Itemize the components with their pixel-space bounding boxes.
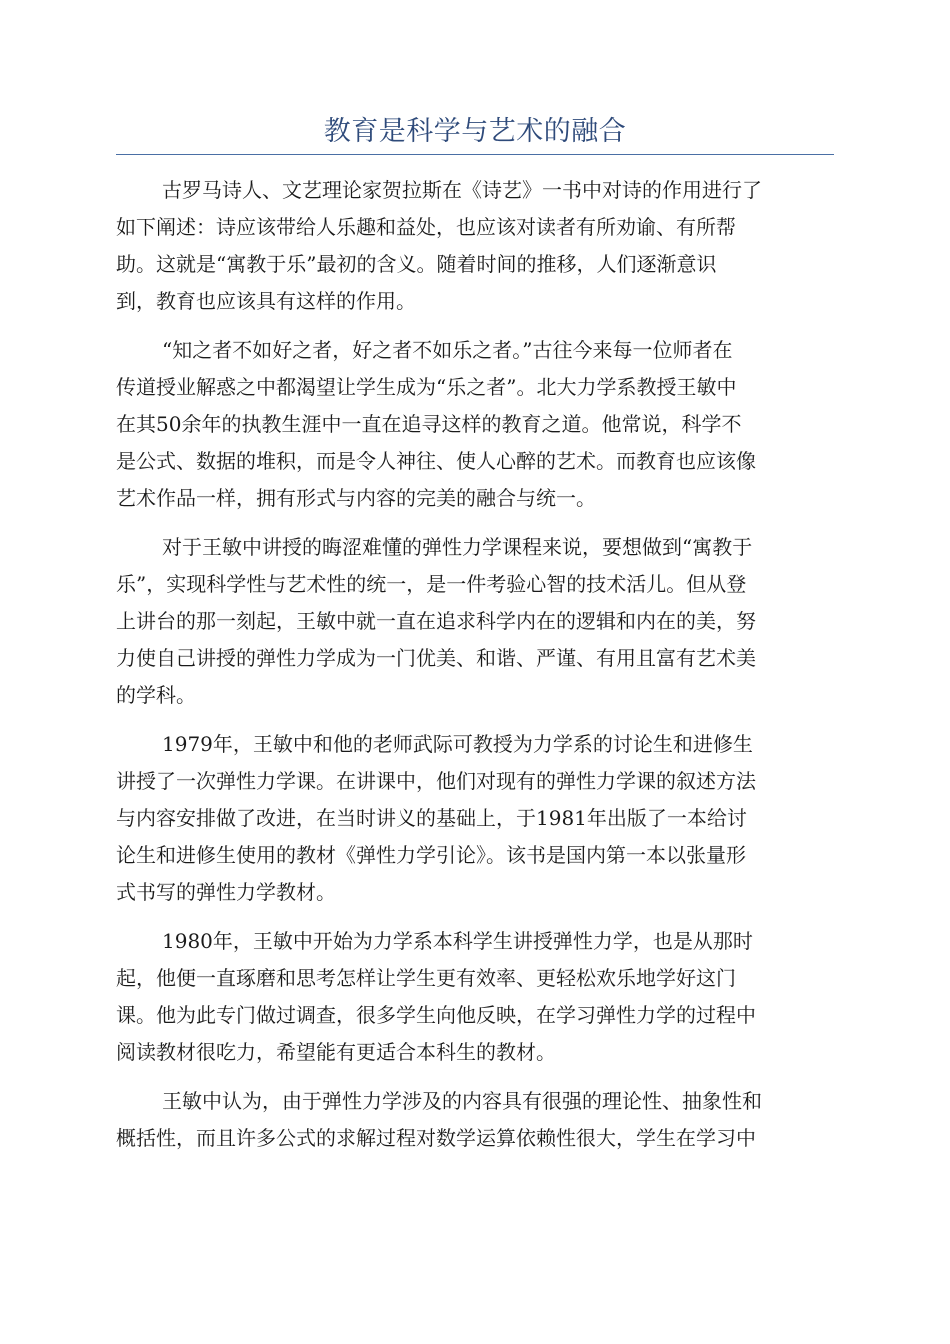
paragraph <box>116 923 834 1071</box>
paragraph-line: 1979年，王敏中和他的老师武际可教授为力学系的讨论生和进修生 <box>162 732 753 756</box>
paragraph-line: 在其50余年的执教生涯中一直在追寻这样的教育之道。他常说，科学不 <box>116 412 742 436</box>
paragraph-line: 起，他便一直琢磨和思考怎样让学生更有效率、更轻松欢乐地学好这门 <box>116 966 736 990</box>
paragraph-line: 式书写的弹性力学教材。 <box>116 880 336 904</box>
paragraph-line: 如下阐述：诗应该带给人乐趣和益处，也应该对读者有所劝谕、有所帮 <box>116 215 736 239</box>
paragraph-line: 力使自己讲授的弹性力学成为一门优美、和谐、严谨、有用且富有艺术美 <box>116 646 756 670</box>
paragraph-line: 古罗马诗人、文艺理论家贺拉斯在《诗艺》一书中对诗的作用进行了 <box>162 178 762 202</box>
paragraph <box>116 529 834 714</box>
paragraph-line: 传道授业解惑之中都渴望让学生成为“乐之者”。北大力学系教授王敏中 <box>116 375 737 399</box>
paragraph-line: 讲授了一次弹性力学课。在讲课中，他们对现有的弹性力学课的叙述方法 <box>116 769 756 793</box>
paragraph-line: 助。这就是“寓教于乐”最初的含义。随着时间的推移，人们逐渐意识 <box>116 252 717 276</box>
paragraph-line: 艺术作品一样，拥有形式与内容的完美的融合与统一。 <box>116 486 596 510</box>
paragraph-line: 到，教育也应该具有这样的作用。 <box>116 289 416 313</box>
paragraph-line: 王敏中认为，由于弹性力学涉及的内容具有很强的理论性、抽象性和 <box>162 1089 762 1113</box>
paragraph <box>116 1083 834 1157</box>
paragraph-line: 1980年，王敏中开始为力学系本科学生讲授弹性力学，也是从那时 <box>162 929 753 953</box>
paragraph-line: 乐”，实现科学性与艺术性的统一，是一件考验心智的技术活儿。但从登 <box>116 572 747 596</box>
paragraph <box>116 172 834 320</box>
paragraph-line: 是公式、数据的堆积，而是令人神往、使人心醉的艺术。而教育也应该像 <box>116 449 756 473</box>
paragraph-line: 课。他为此专门做过调查，很多学生向他反映，在学习弹性力学的过程中 <box>116 1003 756 1027</box>
paragraph-line: 概括性，而且许多公式的求解过程对数学运算依赖性很大，学生在学习中 <box>116 1126 756 1150</box>
paragraph-line: “知之者不如好之者，好之者不如乐之者。”古往今来每一位师者在 <box>162 338 733 362</box>
paragraph-line: 对于王敏中讲授的晦涩难懂的弹性力学课程来说，要想做到“寓教于 <box>162 535 753 559</box>
document-body <box>116 172 834 1169</box>
paragraph-line: 阅读教材很吃力，希望能有更适合本科生的教材。 <box>116 1040 556 1064</box>
paragraph-line: 论生和进修生使用的教材《弹性力学引论》。该书是国内第一本以张量形 <box>116 843 746 867</box>
paragraph-line: 与内容安排做了改进，在当时讲义的基础上，于1981年出版了一本给讨 <box>116 806 747 830</box>
title-underline <box>116 154 834 155</box>
paragraph <box>116 726 834 911</box>
document-title: 教育是科学与艺术的融合 <box>323 116 627 147</box>
paragraph-line: 的学科。 <box>116 683 196 707</box>
paragraph <box>116 332 834 517</box>
paragraph-line: 上讲台的那一刻起，王敏中就一直在追求科学内在的逻辑和内在的美，努 <box>116 609 756 633</box>
